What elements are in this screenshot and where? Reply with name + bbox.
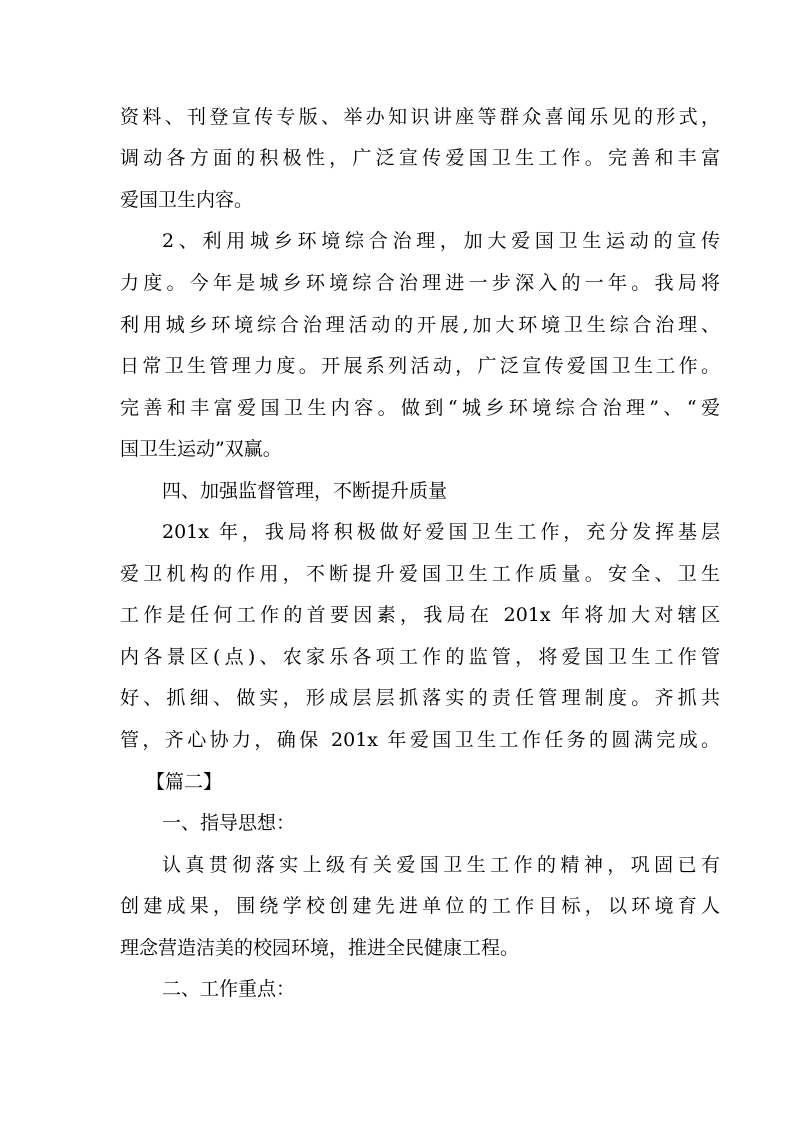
body-text-line: 调动各方面的积极性，广泛宣传爱国卫生工作。完善和丰富 — [120, 147, 720, 169]
body-text-line: 管，齐心协力，确保 201x 年爱国卫生工作任务的圆满完成。 — [120, 729, 720, 751]
body-text-line: 理念营造洁美的校园环境，推进全民健康工程。 — [120, 937, 520, 959]
body-text-line: 爱国卫生内容。 — [120, 189, 254, 211]
body-text-line: 力度。今年是城乡环境综合治理进一步深入的一年。我局将 — [120, 272, 720, 294]
body-text-line: 2、利用城乡环境综合治理，加大爱国卫生运动的宣传 — [162, 230, 720, 252]
body-text-line: 爱卫机构的作用，不断提升爱国卫生工作质量。安全、卫生 — [120, 563, 720, 585]
section-heading: 一、指导思想： — [162, 812, 296, 834]
body-text-line: 工作是任何工作的首要因素，我局在 201x 年将加大对辖区 — [120, 604, 720, 626]
body-text-line: 利用城乡环境综合治理活动的开展,加大环境卫生综合治理、 — [120, 314, 720, 336]
section-heading: 四、加强监督管理，不断提升质量 — [162, 480, 448, 502]
part-heading: 【篇二】 — [146, 771, 223, 793]
body-text-line: 内各景区(点)、农家乐各项工作的监管，将爱国卫生工作管 — [120, 646, 720, 668]
body-text-line: 国卫生运动”双赢。 — [120, 438, 282, 460]
section-heading: 二、工作重点： — [162, 978, 296, 1000]
body-text-line: 创建成果，围绕学校创建先进单位的工作目标，以环境育人 — [120, 895, 720, 917]
body-text-line: 好、抓细、做实，形成层层抓落实的责任管理制度。齐抓共 — [120, 687, 720, 709]
body-text-line: 201x 年，我局将积极做好爱国卫生工作，充分发挥基层 — [162, 521, 720, 543]
body-text-line: 日常卫生管理力度。开展系列活动，广泛宣传爱国卫生工作。 — [120, 355, 720, 377]
body-text-line: 完善和丰富爱国卫生内容。做到“城乡环境综合治理”、“爱 — [120, 397, 720, 419]
body-text-line: 资料、刊登宣传专版、举办知识讲座等群众喜闻乐见的形式， — [120, 106, 720, 128]
body-text-line: 认真贯彻落实上级有关爱国卫生工作的精神，巩固已有 — [162, 854, 720, 876]
